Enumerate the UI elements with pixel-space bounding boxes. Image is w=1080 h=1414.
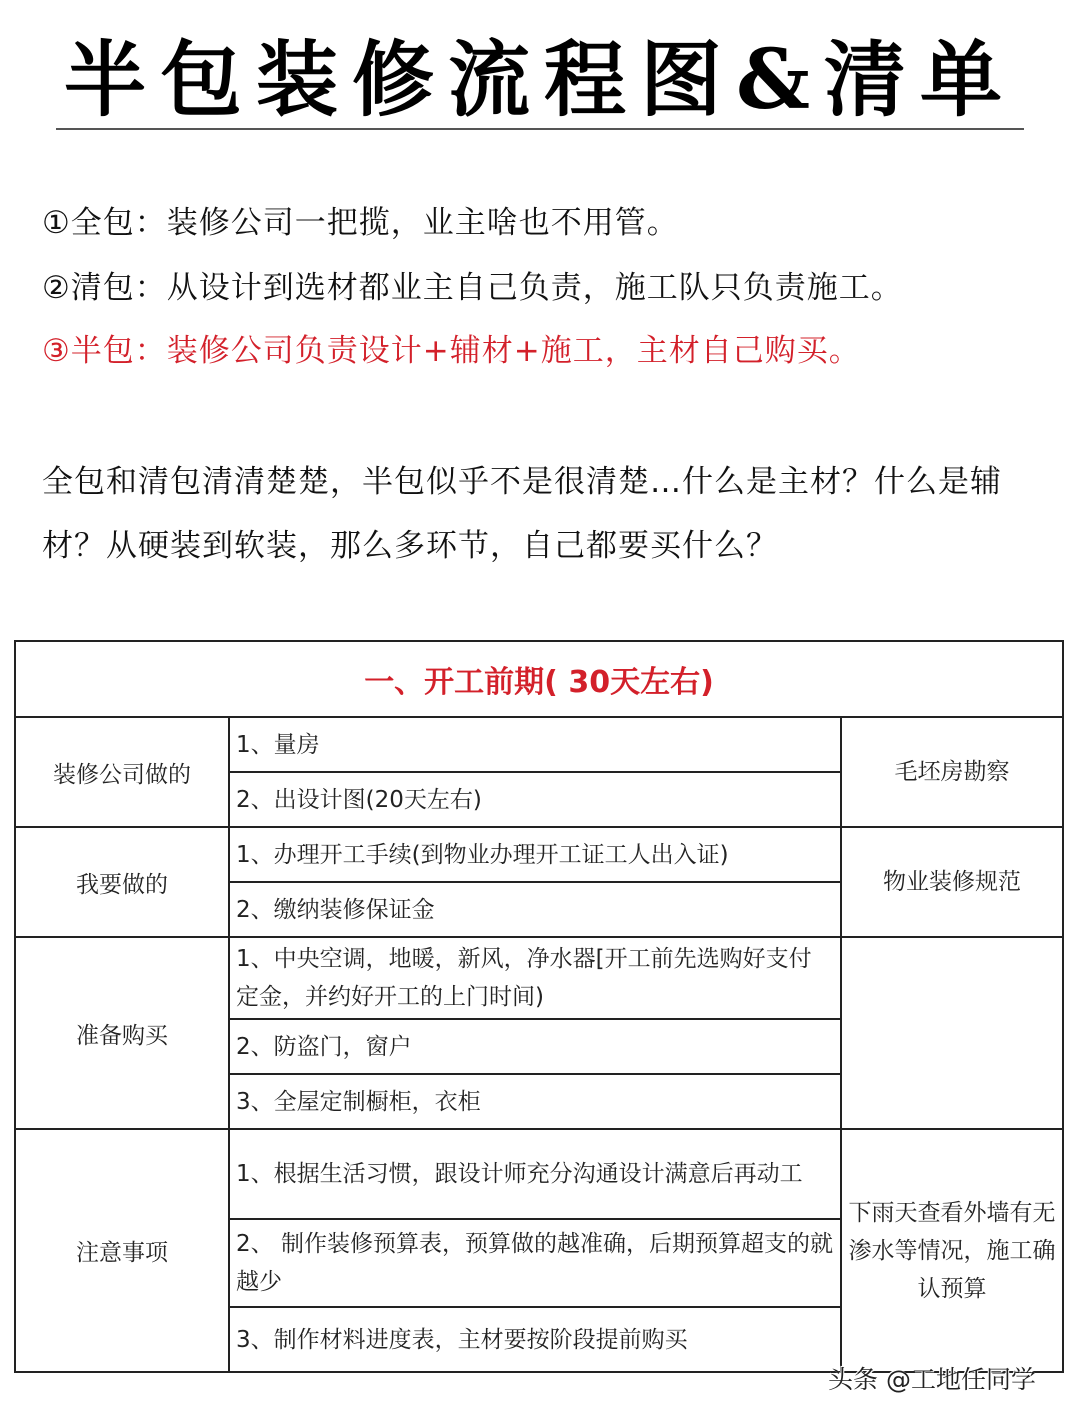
table-row: 2、防盗门，窗户 [230,1020,840,1075]
table-row: 1、根据生活习惯，跟设计师充分沟通设计满意后再动工 [230,1130,840,1220]
table-row: 3、全屋定制橱柜，衣柜 [230,1075,840,1130]
title-underline [56,128,1024,130]
page-title: 半包装修流程图&清单 [63,32,1017,128]
table-row: 2、出设计图(20天左右) [230,773,840,828]
checklist-table [14,640,1064,1373]
intro-paragraph: 全包和清包清清楚楚，半包似乎不是很清楚…什么是主材？什么是辅材？从硬装到软装，那么多环节，自己都要买什么？ [42,464,1002,564]
section-note-company: 毛坯房勘察 [840,718,1062,828]
table-row: 1、量房 [230,718,840,773]
definition-full-package: ①全包：装修公司一把揽，业主啥也不用管。 [42,205,679,241]
section-label-notes: 注意事项 [16,1130,230,1371]
section-note-purchase [840,938,1062,1130]
watermark: 头条 @工地任同学 [828,1365,1036,1394]
section-note-owner: 物业装修规范 [840,828,1062,938]
table-row: 3、制作材料进度表，主材要按阶段提前购买 [236,1326,688,1353]
section-label-purchase: 准备购买 [16,938,230,1130]
table-row: 1、中央空调，地暖，新风，净水器[开工前先选购好支付定金，并约好开工的上门时间) [230,938,840,1020]
section-label-owner: 我要做的 [16,828,230,938]
section-label-company: 装修公司做的 [16,718,230,828]
section-note-notes: 下雨天查看外墙有无渗水等情况，施工确认预算 [840,1130,1062,1371]
table-row: 2、缴纳装修保证金 [230,883,840,938]
definition-labor-only: ②清包：从设计到选材都业主自己负责，施工队只负责施工。 [42,270,903,306]
definition-half-package: ③半包：装修公司负责设计+辅材+施工，主材自己购买。 [42,333,861,369]
table-row: 1、办理开工手续(到物业办理开工证工人出入证) [230,828,840,883]
table-header-pre-construction: 一、开工前期( 30天左右) [16,642,1062,718]
table-row: 2、 制作装修预算表，预算做的越准确，后期预算超支的就越少 [230,1220,840,1308]
